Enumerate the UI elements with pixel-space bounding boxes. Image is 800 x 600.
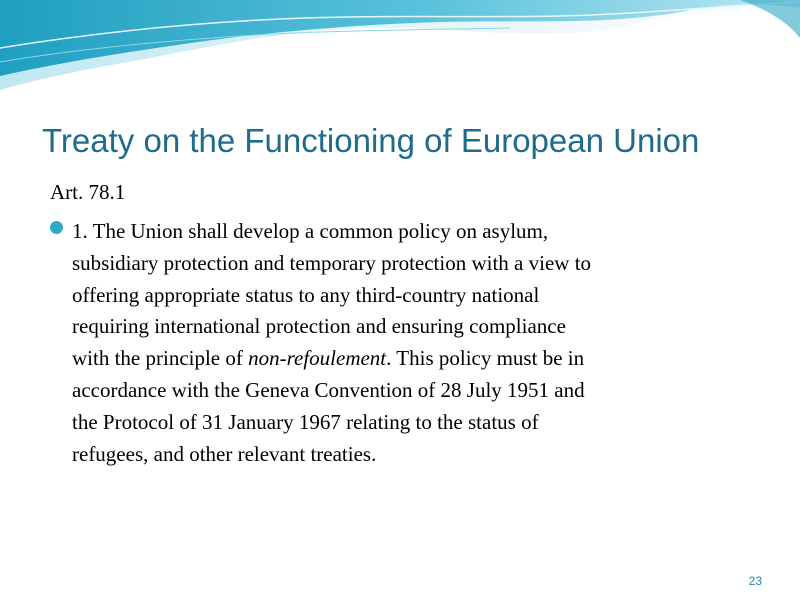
- article-reference: Art. 78.1: [50, 180, 126, 204]
- article-text-segment: with the principle of: [72, 346, 249, 371]
- article-text-line: offering appropriate status to any third-country national: [72, 282, 540, 307]
- article-text-line: refugees, and other relevant treaties.: [72, 441, 377, 466]
- emphasized-term: non-refoulement: [248, 346, 387, 371]
- slide-number: 23: [748, 574, 762, 588]
- article-text-line: accordance with the Geneva Convention of 28 July 1951 and: [72, 377, 585, 402]
- article-text-line: subsidiary protection and temporary protection with a view to: [72, 250, 592, 275]
- article-text-line: [72, 343, 762, 375]
- article-text-segment: . This policy must be in: [386, 346, 585, 371]
- round-bullet-icon: [50, 221, 63, 234]
- article-text-line: the Protocol of 31 January 1967 relating to the status of: [72, 409, 539, 434]
- slide-title: Treaty on the Functioning of European Union: [42, 122, 700, 159]
- header-wave-decoration: [0, 0, 800, 110]
- article-text-line: requiring international protection and ensuring compliance: [72, 314, 566, 339]
- article-text-line: 1. The Union shall develop a common policy on asylum,: [72, 219, 549, 243]
- article-text: [72, 216, 762, 470]
